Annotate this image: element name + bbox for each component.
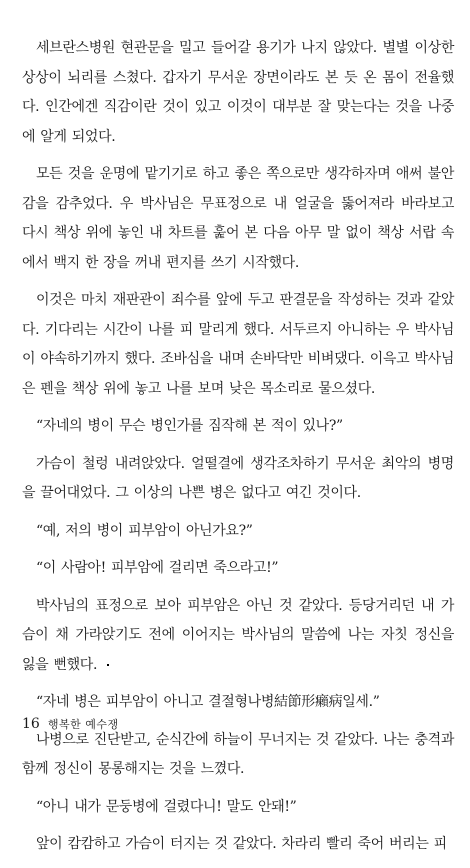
- stray-dot: [107, 664, 109, 666]
- dialogue-question: “자네의 병이 무슨 병인가를 짐작해 본 적이 있나?”: [36, 418, 343, 434]
- page-number: 16: [22, 716, 40, 732]
- dialogue-answer: “예, 저의 병이 피부암이 아닌가요?”: [36, 522, 253, 539]
- paragraph-4: 가슴이 철렁 내려앉았다. 얼떨결에 생각조차하기 무서운 최악의 병명을 끌어대었다. 그 이상의 나쁜 병은 없다고 여긴 것이다.: [22, 455, 454, 501]
- page-body: [22, 34, 454, 868]
- dialogue-exclaim: “아니 내가 문둥병에 걸렸다니! 말도 안돼!”: [36, 798, 297, 815]
- dialogue-reply: “이 사람아! 피부암에 걸리면 죽으라고!”: [36, 560, 279, 576]
- page-footer: [22, 716, 119, 732]
- paragraph-2: 모든 것을 운명에 맡기기로 하고 좋은 쪽으로만 생각하자며 애써 불안감을 감추었다. 우 박사님은 무표정으로 내 얼굴을 뚫어져라 바라보고 다시 책상 위에 놓인 내 차트를 훑어 본 다음 아무 말 없이 책상 서랍 속에서 백지 한 장을 꺼내 편지를 쓰기 시작했다.: [22, 166, 454, 271]
- paragraph-7: 앞이 캄캄하고 가슴이 터지는 것 같았다. 차라리 빨리 죽어 버리는 피: [36, 836, 447, 852]
- dialogue-diagnosis: “자네 병은 피부암이 아니고 결절형나병結節形癩病일세.”: [36, 694, 380, 710]
- paragraph-5: [22, 592, 454, 681]
- paragraph-3: 이것은 마치 재판관이 죄수를 앞에 두고 판결문을 작성하는 것과 같았다. 기다리는 시간이 나를 피 말리게 했다. 서두르지 아니하는 우 박사님이 야속하기까지 했다. 조바심을 내며 손바닥만 비벼댔다. 이윽고 박사님은 펜을 책상 위에 놓고 나를 보며 낮은 목소리로 물으셨다.: [22, 292, 454, 397]
- paragraph-1: 세브란스병원 현관문을 밀고 들어갈 용기가 나지 않았다. 별별 이상한 상상이 뇌리를 스쳤다. 갑자기 무서운 장면이라도 본 듯 온 몸이 전율했다. 인간에겐 직감이란 것이 있고 이것이 대부분 잘 맞는다는 것을 나중에 알게 되었다.: [22, 40, 454, 145]
- paragraph-6: 나병으로 진단받고, 순식간에 하늘이 무너지는 것 같았다. 나는 충격과 함께 정신이 몽롱해지는 것을 느꼈다.: [22, 731, 454, 777]
- running-title: 행복한 예수쟁: [47, 718, 119, 731]
- paragraph-5-text: 박사님의 표정으로 보아 피부암은 아닌 것 같았다. 등당거리던 내 가슴이 채 가라앉기도 전에 이어지는 박사님의 말씀에 나는 자칫 정신을 잃을 뻔했다.: [22, 597, 454, 673]
